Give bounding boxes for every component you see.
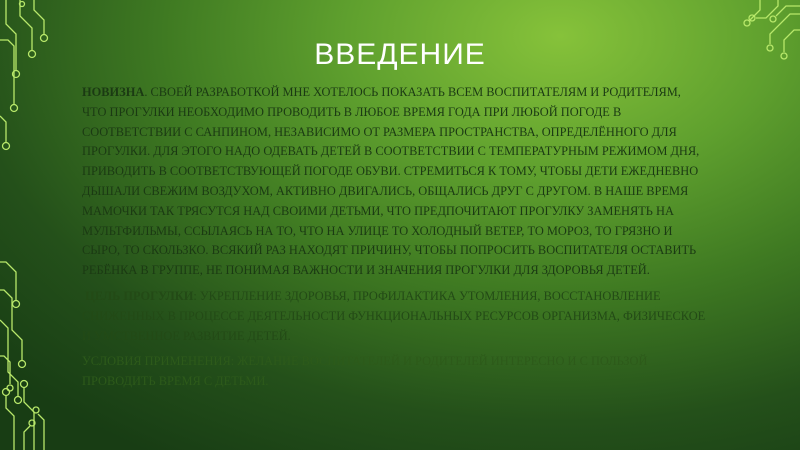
novelty-lead: НОВИЗНА <box>82 85 145 99</box>
circuit-bottom-left <box>0 262 44 450</box>
paragraph-conditions: УСЛОВИЯ ПРИМЕНЕНИЯ: ЖЕЛАНИЕ ВОСПИТАТЕЛЕЙ И РОДИТЕЛЕЙ ИНТЕРЕСНО И С ПОЛЬЗОЙ ПРОВОДИТЬ ВРЕМЯ С ДЕТЬМИ. <box>82 354 648 389</box>
novelty-text: . СВОЕЙ РАЗРАБОТКОЙ МНЕ ХОТЕЛОСЬ ПОКАЗАТЬ ВСЕМ ВОСПИТАТЕЛЯМ И РОДИТЕЛЯМ, ЧТО ПРОГУЛКИ НЕОБХОДИМО ПРОВОДИТЬ В ЛЮБОЕ ВРЕМЯ ГОДА ПРИ ЛЮБОЙ ПОГОДЕ В СООТВЕТСТВИИ С САНПИНОМ, НЕЗАВИСИМО ОТ РАЗМЕРА ПРОСТРАНСТВА, ОПРЕДЕЛЁННОГО ДЛЯ ПРОГУЛКИ. ДЛЯ ЭТОГО НАДО ОДЕВАТЬ ДЕТЕЙ В СООТВЕТСТВИИ С ТЕМПЕРАТУРНЫМ РЕЖИМОМ ДНЯ, ПРИВОДИТЬ В СООТВЕТСТВУЮЩЕЙ ПОГОДЕ ОБУВИ. СТРЕМИТЬСЯ К ТОМУ, ЧТОБЫ ДЕТИ ЕЖЕДНЕВНО ДЫШАЛИ СВЕЖИМ ВОЗДУХОМ, АКТИВНО ДВИГАЛИСЬ, ОБЩАЛИСЬ ДРУГ С ДРУГОМ. В НАШЕ ВРЕМЯ МАМОЧКИ ТАК ТРЯСУТСЯ НАД СВОИМИ ДЕТЬМИ, ЧТО ПРЕДПОЧИТАЮТ ПРОГУЛКУ ЗАМЕНЯТЬ НА МУЛЬТФИЛЬМЫ, ССЫЛАЯСЬ НА ТО, ЧТО НА УЛИЦЕ ТО ХОЛОДНЫЙ ВЕТЕР, ТО МОРОЗ, ТО ГРЯЗНО И СЫРО, ТО СКОЛЬЗКО. ВСЯКИЙ РАЗ НАХОДЯТ ПРИЧИНУ, ЧТОБЫ ПОПРОСИТЬ ВОСПИТАТЕЛЯ ОСТАВИТЬ РЕБЁНКА В ГРУППЕ, НЕ ПОНИМАЯ ВАЖНОСТИ И ЗНАЧЕНИЯ ПРОГУЛКИ ДЛЯ ЗДОРОВЬЯ ДЕТЕЙ. <box>82 85 700 278</box>
paragraph-goal <box>82 287 707 346</box>
goal-text: : УКРЕПЛЕНИЕ ЗДОРОВЬЯ, ПРОФИЛАКТИКА УТОМЛЕНИЯ, ВОССТАНОВЛЕНИЕ СНИЖЕННЫХ В ПРОЦЕССЕ ДЕЯТЕЛЬНОСТИ ФУНКЦИОНАЛЬНЫХ РЕСУРСОВ ОРГАНИЗМА, ФИЗИЧЕСКОЕ И УМСТВЕННОЕ РАЗВИТИЕ ДЕТЕЙ. <box>82 288 706 343</box>
circuit-top-left <box>0 0 48 150</box>
goal-lead: ЦЕЛЬ ПРОГУЛКИ <box>85 288 194 303</box>
slide-title: ВВЕДЕНИЕ <box>314 38 486 71</box>
slide-body <box>82 83 707 398</box>
paragraph-novelty <box>82 83 707 281</box>
